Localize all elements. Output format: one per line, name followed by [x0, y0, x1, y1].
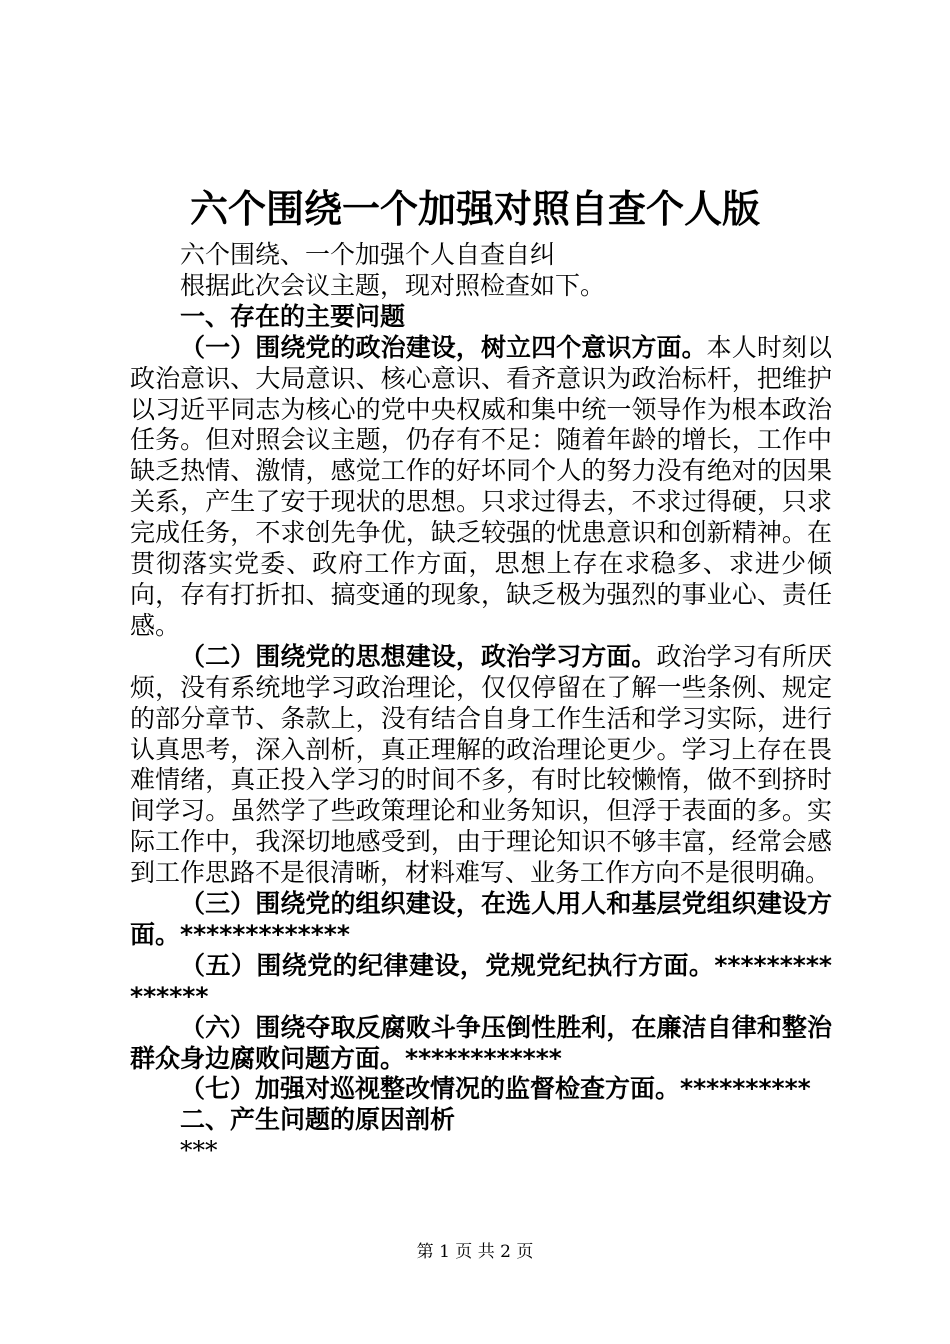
item-paragraph-ideological	[130, 642, 832, 889]
item-heading-political: （一）围绕党的政治建设，树立四个意识方面。	[180, 332, 707, 362]
item-paragraph-organizational: （三）围绕党的组织建设，在选人用人和基层党组织建设方面。*************	[130, 889, 832, 949]
item-heading-ideological: （二）围绕党的思想建设，政治学习方面。	[180, 641, 657, 671]
item-paragraph-political	[130, 333, 832, 642]
item-paragraph-inspection: （七）加强对巡视整改情况的监督检查方面。**********	[180, 1074, 811, 1104]
item-body-ideological: 政治学习有所厌烦，没有系统地学习政治理论，仅仅停留在了解一些条例、规定的部分章节、条款上，没有结合自身工作生活和学习实际，进行认真思考，深入剖析，真正理解的政治理论更少。学习上存在畏难情绪，真正投入学习的时间不多，有时比较懒惰，做不到挤时间学习。虽然学了些政策理论和业务知识，但浮于表面的多。实际工作中，我深切地感受到，由于理论知识不够丰富，经常会感到工作思路不是很清晰，材料难写、业务工作方向不是很明确。	[130, 641, 832, 888]
item-paragraph-discipline: （五）围绕党的纪律建设，党规党纪执行方面。***************	[130, 950, 832, 1011]
item-body-political: 本人时刻以政治意识、大局意识、核心意识、看齐意识为政治标杆，把维护以习近平同志为核心的党中央权威和集中统一领导作为根本政治任务。但对照会议主题，仍存有不足：随着年龄的增长，工作中缺乏热情、激情，感觉工作的好坏同个人的努力没有绝对的因果关系，产生了安于现状的思想。只求过得去，不求过得硬，只求完成任务，不求创先争优，缺乏较强的忧患意识和创新精神。在贯彻落实党委、政府工作方面，思想上存在求稳多、求进少倾向，存有打折扣、搞变通的现象，缺乏极为强烈的事业心、责任感。	[130, 332, 832, 640]
section-heading-causes: 二、产生问题的原因剖析	[180, 1105, 456, 1135]
document-title: 六个围绕一个加强对照自查个人版	[189, 187, 760, 231]
intro-paragraph: 根据此次会议主题，现对照检查如下。	[180, 270, 606, 300]
page-footer: 第 1 页 共 2 页	[416, 1242, 534, 1262]
document-body	[130, 240, 832, 1167]
subtitle-paragraph: 六个围绕、一个加强个人自查自纠	[180, 240, 556, 269]
item-paragraph-anticorruption: （六）围绕夺取反腐败斗争压倒性胜利，在廉洁自律和整治群众身边腐败问题方面。************	[130, 1012, 832, 1073]
section-body-causes: ***	[180, 1136, 218, 1166]
section-heading-problems: 一、存在的主要问题	[180, 301, 406, 331]
